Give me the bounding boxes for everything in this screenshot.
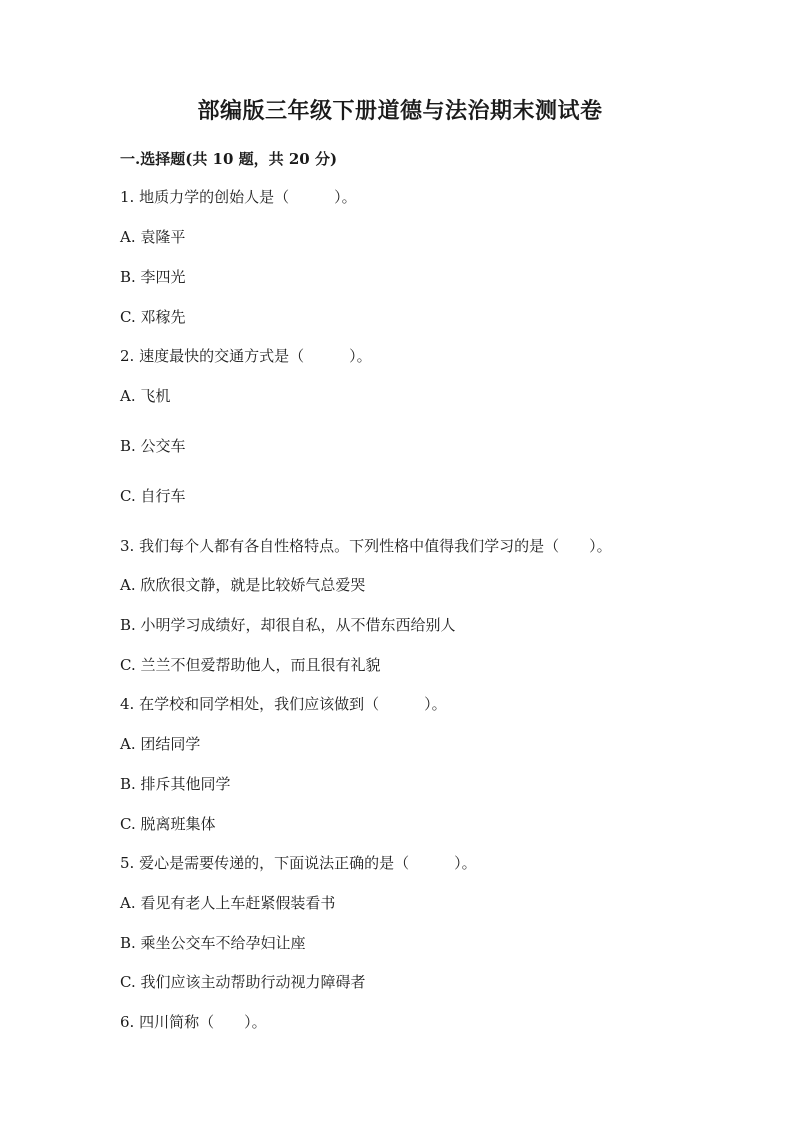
question-3-option-a: A. 欣欣很文静，就是比较娇气总爱哭	[120, 576, 366, 594]
question-5-option-a: A. 看见有老人上车赶紧假装看书	[120, 894, 336, 912]
question-5-option-b: B. 乘坐公交车不给孕妇让座	[120, 934, 306, 952]
question-4-option-b: B. 排斥其他同学	[120, 775, 231, 793]
question-1-option-b: B. 李四光	[120, 268, 186, 286]
page-title: 部编版三年级下册道德与法治期末测试卷	[197, 98, 603, 124]
question-1-option-c: C. 邓稼先	[120, 308, 186, 326]
question-6-stem: 6. 四川简称（ ）。	[120, 1013, 267, 1031]
question-5-option-c: C. 我们应该主动帮助行动视力障碍者	[120, 973, 366, 991]
question-4-option-c: C. 脱离班集体	[120, 815, 216, 833]
question-1-stem: 1. 地质力学的创始人是（ ）。	[120, 188, 357, 206]
question-2-stem: 2. 速度最快的交通方式是（ ）。	[120, 347, 372, 365]
question-5-stem: 5. 爱心是需要传递的，下面说法正确的是（ ）。	[120, 854, 477, 872]
question-2-option-b: B. 公交车	[120, 437, 186, 455]
question-4-stem: 4. 在学校和同学相处，我们应该做到（ ）。	[120, 695, 447, 713]
question-2-option-a: A. 飞机	[120, 387, 171, 405]
question-4-option-a: A. 团结同学	[120, 735, 201, 753]
section-heading: 一.选择题(共 10 题，共 20 分)	[120, 150, 338, 168]
question-3-option-b: B. 小明学习成绩好，却很自私，从不借东西给别人	[120, 616, 456, 634]
question-3-stem: 3. 我们每个人都有各自性格特点。下列性格中值得我们学习的是（ ）。	[120, 537, 612, 555]
question-1-option-a: A. 袁隆平	[120, 228, 186, 246]
question-3-option-c: C. 兰兰不但爱帮助他人，而且很有礼貌	[120, 656, 381, 674]
question-2-option-c: C. 自行车	[120, 487, 186, 505]
